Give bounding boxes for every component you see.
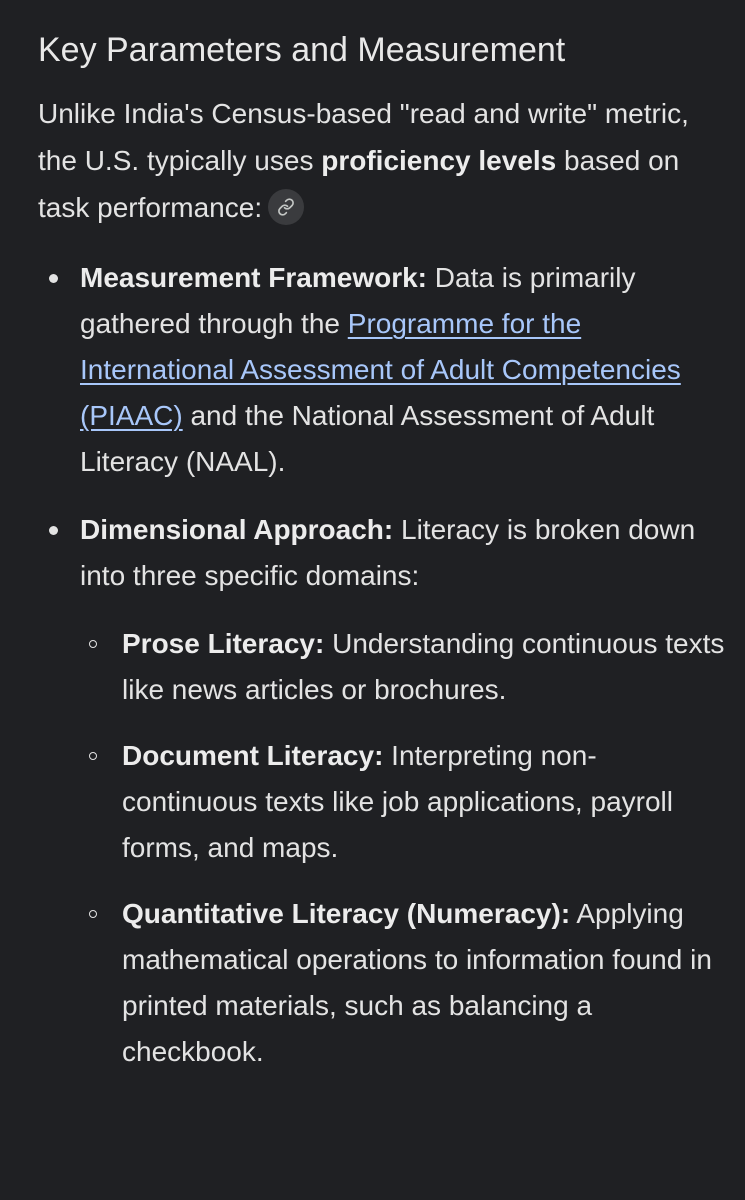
bullet-list [38,255,728,1075]
list-item-dimensional-approach [38,507,728,1075]
list-item-text-end: and the National Assessment of Adult Literacy (NAAL). [80,400,655,477]
sub-item-text: Understanding continuous texts like news articles or brochures. [122,628,725,705]
list-item-title: Measurement Framework: [80,262,428,293]
sub-item-text: Interpreting non-continuous texts like job applications, payroll forms, and maps. [122,740,673,863]
list-item-text: Literacy is broken down into three specific domains: [80,514,696,591]
list-item-measurement-framework [38,255,728,485]
sub-item-quantitative-literacy [80,891,728,1075]
section-heading: Key Parameters and Measurement [38,31,566,69]
link-icon [277,198,295,216]
sub-item-title: Document Literacy: [122,740,384,771]
intro-paragraph [38,90,728,231]
sub-item-text: Applying mathematical operations to information found in printed materials, such as balancing a checkbook. [122,898,712,1067]
intro-text: Unlike India's Census-based "read and write" metric, the U.S. typically uses [38,98,689,176]
source-link-button[interactable] [268,189,304,225]
intro-bold-text: proficiency levels [321,145,557,176]
sub-item-title: Prose Literacy: [122,628,325,659]
intro-text-end: based on task performance: [38,145,680,223]
list-item-title: Dimensional Approach: [80,514,394,545]
sub-bullet-list [80,621,728,1075]
piaac-link[interactable]: Programme for the International Assessment of Adult Competencies (PIAAC) [80,308,681,431]
sub-item-document-literacy [80,733,728,871]
sub-item-prose-literacy [80,621,728,713]
response-content [38,24,728,1097]
sub-item-title: Quantitative Literacy (Numeracy): [122,898,571,929]
list-item-text: Data is primarily gathered through the [80,262,636,339]
